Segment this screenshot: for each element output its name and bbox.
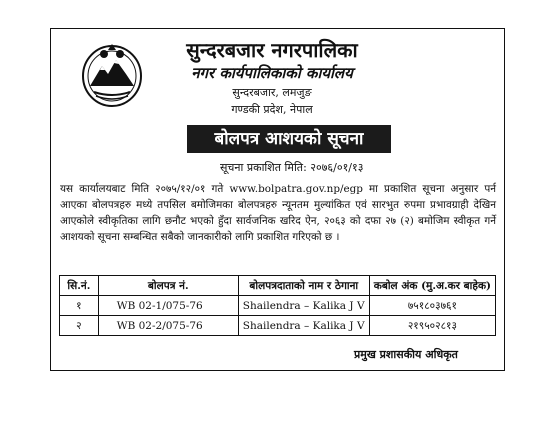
header-bidder: बोलपत्रदाताको नाम र ठेगाना — [238, 276, 369, 296]
office-name: नगर कार्यपालिकाको कार्यालय — [191, 64, 353, 82]
bid-table — [59, 275, 496, 336]
table-row — [60, 316, 496, 336]
table-header-row — [60, 276, 496, 296]
header-bid-no: बोलपत्र नं. — [98, 276, 238, 296]
header-sn: सि.नं. — [60, 276, 99, 296]
row-sn: १ — [60, 296, 99, 316]
row-bid-no: WB 02-1/075-76 — [98, 296, 238, 316]
office-province: गण्डकी प्रदेश, नेपाल — [231, 103, 313, 116]
signature-title: प्रमुख प्रशासकीय अधिकृत — [354, 348, 458, 361]
row-amount: २१९५०२८१३ — [369, 316, 495, 336]
office-address: सुन्दरबजार, लमजुङ — [232, 86, 312, 99]
row-bidder: Shailendra – Kalika J V — [238, 296, 369, 316]
table-row — [60, 296, 496, 316]
notice-title: बोलपत्र आशयको सूचना — [187, 125, 391, 153]
row-bid-no: WB 02-2/075-76 — [98, 316, 238, 336]
header-amount: कबोल अंक (मु.अ.कर बाहेक) — [369, 276, 495, 296]
org-name: सुन्दरबजार नगरपालिका — [186, 38, 358, 62]
published-date: सूचना प्रकाशित मिति: २०७६/०१/१३ — [220, 161, 364, 174]
row-bidder: Shailendra – Kalika J V — [238, 316, 369, 336]
row-amount: ७५१८०३७६१ — [369, 296, 495, 316]
notice-body: यस कार्यालयबाट मिति २०७५/१२/०१ गते www.bolpatra.gov.np/egp मा प्रकाशित सूचना अनुसार पर्न आएका बोलपत्रहरु मध्ये तपसिल बमोजिमका बोलपत्रहरु न्यूनतम मुल्यांकित एवं सारभुत रुपमा प्रभावग्राही देखिन आएकोले स्वीकृतिका लागि छनौट भएको हुँदा सार्वजनिक खरिद ऐन, २०६३ को दफा २७ (२) बमोजिम स्वीकृत गर्ने आशयको सूचना सम्बन्धित सबैको जानकारीको लागि प्रकाशित गरिएको छ । — [60, 183, 496, 243]
row-sn: २ — [60, 316, 99, 336]
